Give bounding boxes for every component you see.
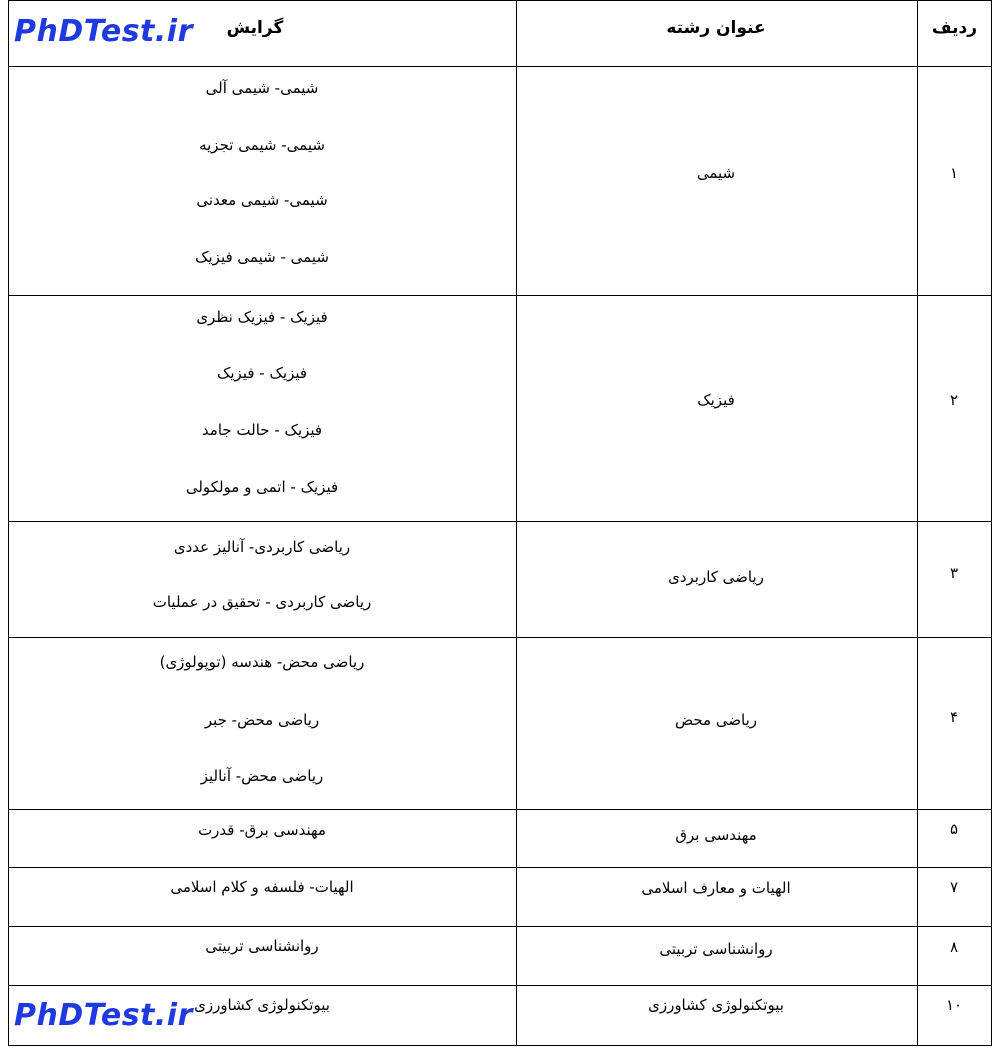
row-divider [8, 867, 992, 868]
watermark-logo-top: PhDTest.ir [14, 14, 193, 49]
field-item: شیمی - شیمی فیزیک [195, 248, 329, 266]
row-divider [8, 637, 992, 638]
header-radif: ردیف [931, 18, 978, 38]
field-item: بیوتکنولوژی کشاورزی [194, 996, 330, 1014]
major-title: مهندسی برق [675, 826, 757, 844]
field-item: الهیات- فلسفه و کلام اسلامی [170, 878, 354, 896]
major-title: ریاضی محض [674, 711, 758, 729]
major-title: فیزیک [697, 391, 735, 409]
field-item: ریاضی کاربردی- آنالیز عددی [173, 538, 351, 556]
field-item: روانشناسی تربیتی [205, 937, 319, 955]
field-item: ریاضی محض- جبر [204, 711, 320, 729]
field-item: مهندسی برق- قدرت [198, 821, 326, 839]
row-number: ۱ [949, 164, 959, 182]
row-number: ۲ [949, 391, 959, 409]
field-item: شیمی- شیمی تجزیه [199, 136, 325, 154]
field-item: فیزیک - فیزیک نظری [196, 308, 328, 326]
row-number: ۳ [949, 564, 959, 582]
field-item: فیزیک - حالت جامد [201, 421, 323, 439]
majors-table [8, 0, 992, 1046]
row-number: ۷ [949, 878, 959, 896]
row-number: ۴ [949, 708, 959, 726]
field-item: شیمی- شیمی آلی [205, 79, 319, 97]
field-item: شیمی- شیمی معدنی [196, 191, 328, 209]
field-item: فیزیک - اتمی و مولکولی [185, 478, 339, 496]
major-title: روانشناسی تربیتی [659, 940, 773, 958]
row-number: ۵ [949, 820, 959, 838]
field-item: ریاضی محض- هندسه (توپولوژی) [159, 653, 365, 671]
header-field: گرایش [226, 18, 284, 38]
row-divider [8, 295, 992, 296]
row-divider [8, 985, 992, 986]
row-number: ۱۰ [945, 996, 963, 1014]
watermark-logo-bottom: PhDTest.ir [14, 998, 193, 1033]
row-divider [8, 66, 992, 67]
field-item: ریاضی محض- آنالیز [200, 767, 324, 785]
column-divider [516, 0, 517, 1046]
major-title: بیوتکنولوژی کشاورزی [648, 996, 784, 1014]
field-item: فیزیک - فیزیک [216, 364, 308, 382]
row-divider [8, 926, 992, 927]
major-title: الهیات و معارف اسلامی [641, 879, 791, 897]
row-divider [8, 521, 992, 522]
table-border-top [8, 0, 992, 1]
column-divider [917, 0, 918, 1046]
row-number: ۸ [949, 938, 959, 956]
row-divider [8, 809, 992, 810]
header-title: عنوان رشته [666, 18, 766, 38]
field-item: ریاضی کاربردی - تحقیق در عملیات [152, 593, 372, 611]
major-title: ریاضی کاربردی [668, 568, 764, 586]
major-title: شیمی [696, 164, 736, 182]
